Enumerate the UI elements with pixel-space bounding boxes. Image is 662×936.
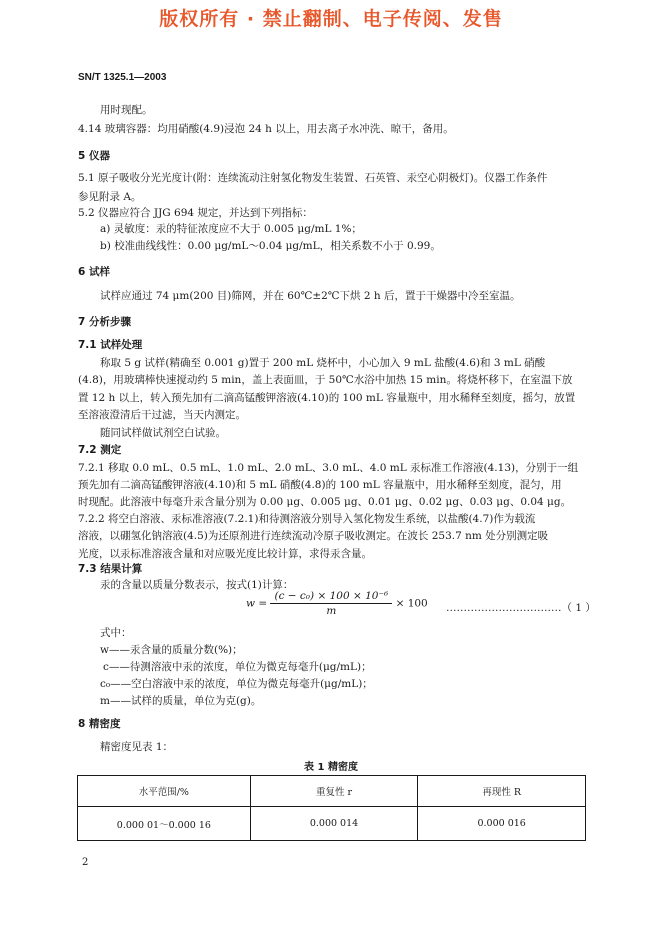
clause-7-2-2-line2: 溶液，以硼氢化钠溶液(4.5)为还原剂进行连续流动冷原子吸收测定。在波长 253.7 nm 处分别测定吸 [78,530,549,542]
clause-7-2-2-line3: 光度，以汞标准溶液含量和对应吸光度比较计算，求得汞含量。 [78,548,372,560]
clause-5-2-a: a) 灵敏度：汞的特征浓度应不大于 0.005 μg/mL 1%； [100,223,362,235]
clause-7-3-text: 汞的含量以质量分数表示，按式(1)计算： [100,579,294,591]
equation-numerator: (c − c₀) × 100 × 10⁻⁶ [270,590,392,604]
clause-7-1-line3: 置 12 h 以上，转入预先加有二滴高锰酸钾溶液(4.10)的 100 mL 容量瓶中，用水稀释至刻度，摇匀，放置 [78,392,576,404]
clause-7-2-2-line1: 7.2.2 将空白溶液、汞标准溶液(7.2.1)和待测溶液分别导入氢化物发生系统，以盐酸(4.7)作为载流 [78,513,536,525]
where-label: 式中： [100,627,132,639]
symbol-c-definition: c——待测溶液中汞的浓度，单位为微克每毫升(μg/mL)； [103,661,372,673]
clause-5-1-line1: 5.1 原子吸收分光光度计(附：连续流动注射氢化物发生装置、石英管、汞空心阴极灯)。仪器工作条件 [78,172,548,184]
equation-rhs: × 100 [395,597,428,610]
section-6-heading: 6 试样 [78,266,110,278]
equation-denominator: m [326,605,337,617]
cell-level-range: 0.000 01～0.000 16 [78,807,251,841]
symbol-c0-definition: c₀——空白溶液中汞的浓度，单位为微克每毫升(μg/mL)； [100,678,373,690]
equation-number: ……………………………（ 1 ） [446,602,596,614]
clause-5-2: 5.2 仪器应符合 JJG 694 规定，并达到下列指标： [78,207,313,219]
intro-line: 用时现配。 [100,104,153,116]
clause-5-2-b: b) 校准曲线线性：0.00 μg/mL～0.04 μg/mL，相关系数不小于 0.99。 [100,240,441,252]
clause-7-2-1-line1: 7.2.1 移取 0.0 mL、0.5 mL、1.0 mL、2.0 mL、3.0 mL、4.0 mL 汞标准工作溶液(4.13)，分别于一组 [78,462,579,474]
section-5-heading: 5 仪器 [78,150,110,162]
header-level-range: 水平范围/% [78,776,251,807]
header-reproducibility: 再现性 R [418,776,586,807]
equation-lhs: w = [246,597,268,610]
clause-7-1-line1: 称取 5 g 试样(精确至 0.001 g)置于 200 mL 烧杯中，小心加入 9 mL 盐酸(4.6)和 3 mL 硝酸 [100,357,546,369]
section-7-3-heading: 7.3 结果计算 [78,563,143,575]
page-number: 2 [82,857,89,868]
clause-7-1-line2: (4.8)，用玻璃棒快速搅动约 5 min，盖上表面皿，于 50℃水浴中加热 15 min。将烧杯移下，在室温下放 [78,374,573,386]
equation-fraction [270,590,392,617]
table-row [78,807,586,841]
section-7-heading: 7 分析步骤 [78,316,131,328]
table-header-row [78,776,586,807]
section-8-heading: 8 精密度 [78,718,121,730]
clause-7-2-1-line2: 预先加有二滴高锰酸钾溶液(4.10)和 5 mL 硝酸(4.8)的 100 mL 容量瓶中，用水稀释至刻度，混匀，用 [78,479,562,491]
clause-7-1-line4: 至溶液澄清后干过滤，当天内测定。 [78,409,246,421]
clause-7-1-blank: 随同试样做试剂空白试验。 [100,427,226,439]
clause-7-2-1-line3: 时现配。此溶液中每毫升汞含量分别为 0.00 μg、0.005 μg、0.01 μg、0.02 μg、0.03 μg、0.04 μg。 [78,496,572,508]
precision-table [77,775,586,841]
document-number: SN/T 1325.1—2003 [78,72,167,83]
clause-8-text: 精密度见表 1： [100,741,174,753]
table-1-caption: 表 1 精密度 [304,762,358,773]
cell-reproducibility: 0.000 016 [418,807,586,841]
equation-1 [246,590,428,617]
header-repeatability: 重复性 r [250,776,418,807]
section-7-2-heading: 7.2 测定 [78,444,122,456]
cell-repeatability: 0.000 014 [250,807,418,841]
clause-5-1-line2: 参见附录 A。 [78,191,142,203]
copyright-watermark: 版权所有 · 禁止翻制、电子传阅、发售 [159,8,503,30]
section-7-1-heading: 7.1 试样处理 [78,339,143,351]
symbol-m-definition: m——试样的质量，单位为克(g)。 [100,695,262,707]
symbol-w-definition: w——汞含量的质量分数(%)； [100,644,243,656]
clause-6-text: 试样应通过 74 μm(200 目)筛网，并在 60℃±2℃下烘 2 h 后，置于干燥器中冷至室温。 [100,290,521,302]
clause-4-14: 4.14 玻璃容器：均用硝酸(4.9)浸泡 24 h 以上，用去离子水冲洗、晾干，备用。 [78,123,454,135]
